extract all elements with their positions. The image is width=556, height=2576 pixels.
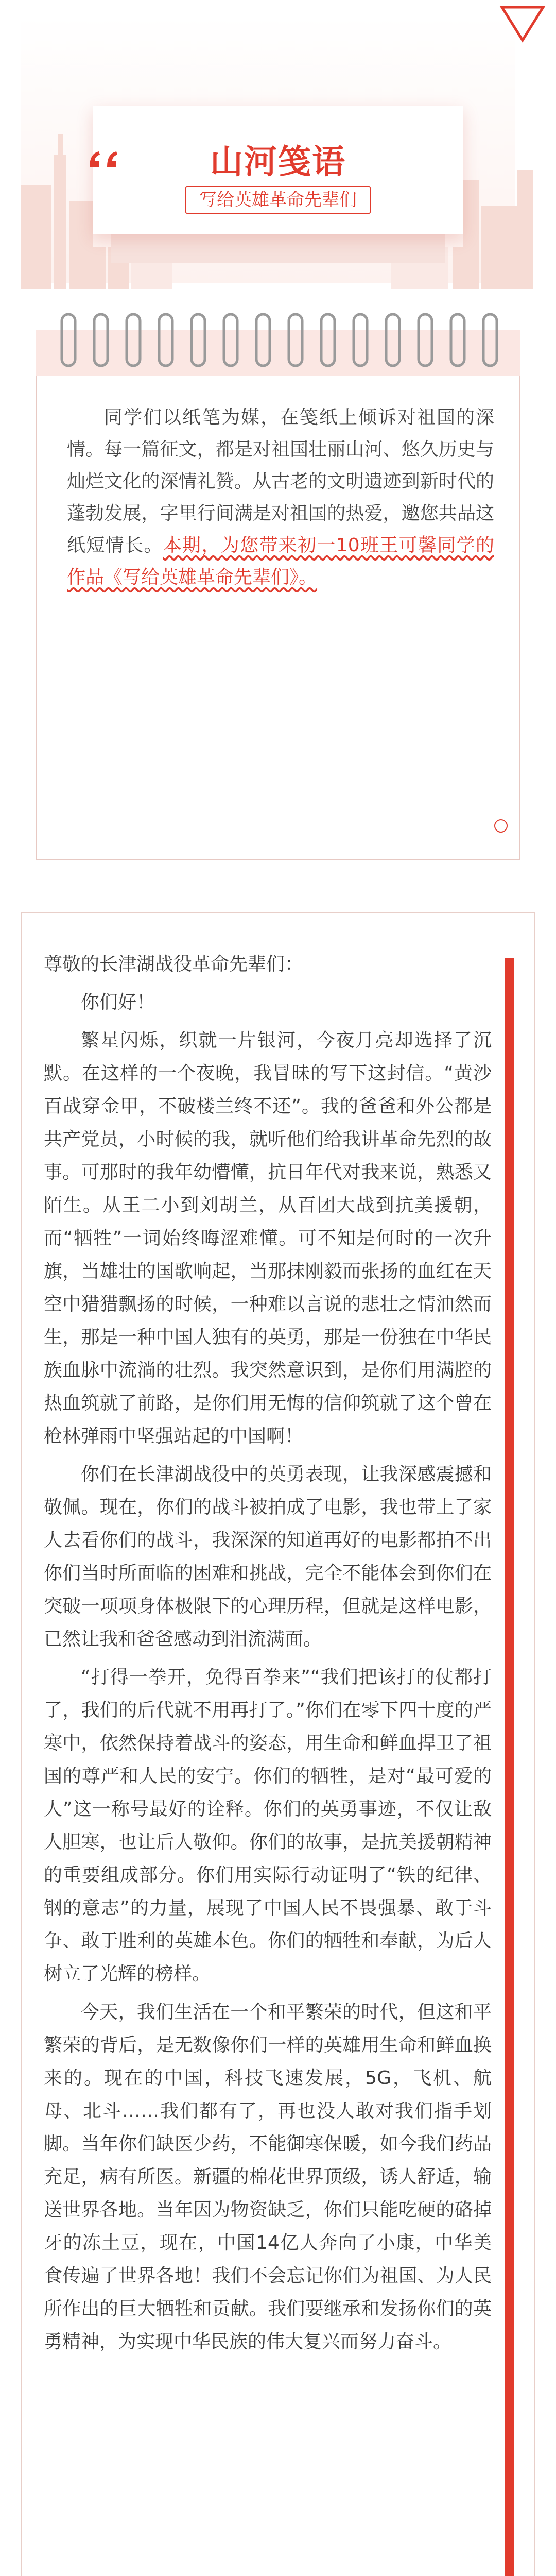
letter-greeting: 你们好！ (81, 992, 155, 1013)
intro-paragraph (67, 402, 494, 594)
quote-marks-icon (88, 149, 124, 170)
header (0, 0, 556, 289)
page-title: 山河笺语 (210, 143, 346, 181)
letter-body (44, 948, 492, 2364)
letter-salutation: 尊敬的长津湖战役革命先辈们： (44, 954, 304, 975)
letter-paragraph: 今天，我们生活在一个和平繁荣的时代，但这和平繁荣的背后，是无数像你们一样的英雄用生命和鲜血换来的。现在的中国，科技飞速发展，5G，飞机、航母、北斗……我们都有了，再也没人敢对我们指手划脚。当年你们缺医少药，不能御寒保暖，如今我们药品充足，病有所医。新疆的棉花世界顶级，诱人舒适，输送世界各地。当年因为物资缺乏，你们只能吃硬的硌掉牙的冻土豆，现在，中国14亿人奔向了小康，中华美食传遍了世界各地！我们不会忘记你们为祖国、为人民所作出的巨大牺牲和贡献。我们要继承和发扬你们的英勇精神，为实现中华民族的伟大复兴而努力奋斗。 (44, 2002, 492, 2352)
letter-paragraph: 你们在长津湖战役中的英勇表现，让我深感震撼和敬佩。现在，你们的战斗被拍成了电影，我也带上了家人去看你们的战斗，我深深的知道再好的电影都拍不出你们当时所面临的困难和挑战，完全不能体会到你们在突破一项项身体极限下的心理历程，但就是这样电影，已然让我和爸爸感动到泪流满面。 (44, 1464, 492, 1650)
corner-triangle-decoration (499, 3, 546, 44)
title-card-shadow (111, 234, 445, 263)
intro-text: 同学们以纸笔为媒，在笺纸上倾诉对祖国的深情。每一篇征文，都是对祖国壮丽山河、悠久历史与灿烂文化的深情礼赞。从古老的文明遗迹到新时代的蓬勃发展，字里行间满是对祖国的热爱，邀您共品这纸短情长。 (67, 407, 494, 556)
letter-accent-bar (505, 958, 514, 2576)
title-card (93, 106, 463, 234)
letter-paragraph: 繁星闪烁，织就一片银河，今夜月亮却选择了沉默。在这样的一个夜晚，我冒昧的写下这封信。“黄沙百战穿金甲，不破楼兰终不还”。我的爸爸和外公都是共产党员，小时候的我，就听他们给我讲革命先烈的故事。可那时的我年幼懵懂，抗日年代对我来说，熟悉又陌生。从王二小到刘胡兰，从百团大战到抗美援朝，而“牺牲”一词始终晦涩难懂。可不知是何时的一次升旗，当雄壮的国歌响起，当那抹刚毅而张扬的血红在天空中猎猎飘扬的时候，一种难以言说的悲壮之情油然而生，那是一种中国人独有的英勇，那是一份独在中华民族血脉中流淌的壮烈。我突然意识到，是你们用满腔的热血筑就了前路，是你们用无悔的信仰筑就了这个曾在枪林弹雨中坚强站起的中国啊！ (44, 1030, 492, 1447)
intro-highlight-text: 本期，为您带来初一10班王可馨同学的作品《写给英雄革命先辈们》。 (67, 535, 494, 588)
page-subtitle: 写给英雄革命先辈们 (185, 186, 371, 214)
letter-paragraph: “打得一拳开，免得百拳来”“我们把该打的仗都打了，我们的后代就不用再打了。”你们在零下四十度的严寒中，依然保持着战斗的姿态，用生命和鲜血捍卫了祖国的尊严和人民的安宁。你们的牺牲，是对“最可爱的人”这一称号最好的诠释。你们的英勇事迹，不仅让敌人胆寒，也让后人敬仰。你们的故事，是抗美援朝精神的重要组成部分。你们用实际行动证明了“铁的纪律、钢的意志”的力量，展现了中国人民不畏强暴、敢于斗争、敢于胜利的英雄本色。你们的牺牲和奉献，为后人树立了光辉的榜样。 (44, 1667, 492, 1985)
notebook-rings-decoration (57, 309, 499, 371)
circle-decoration (494, 819, 508, 833)
